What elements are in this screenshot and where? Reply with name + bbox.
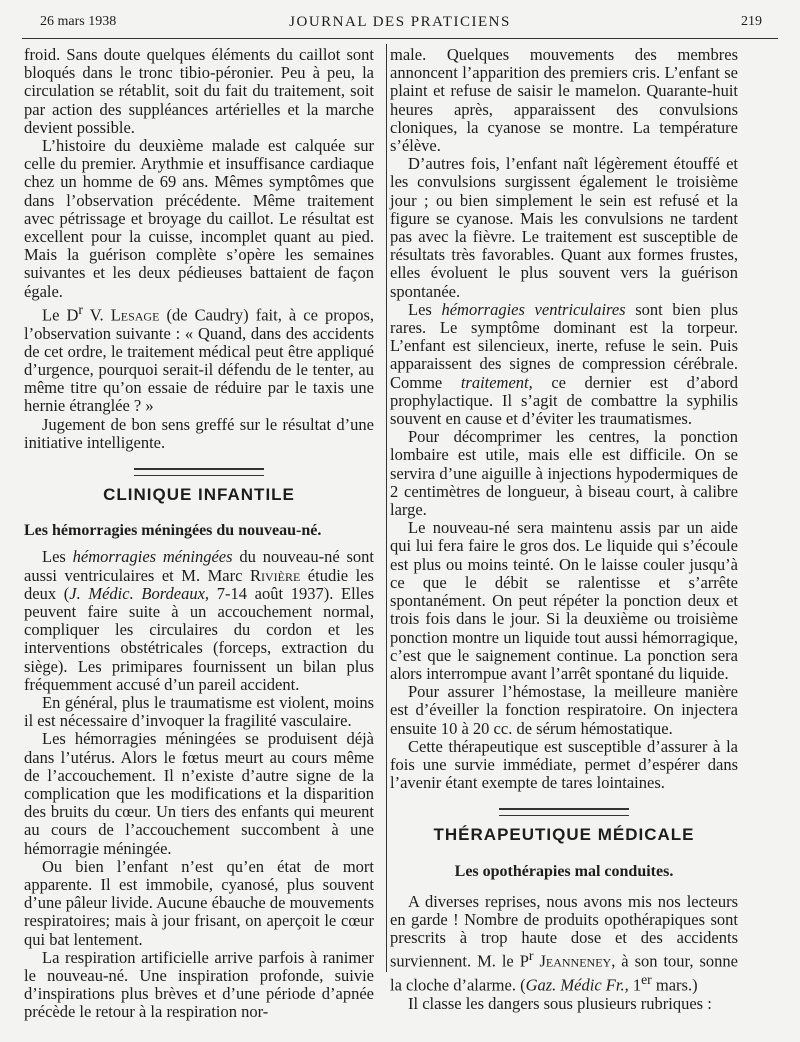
paragraph: A diverses reprises, nous avons mis nos lecteurs en garde ! Nombre de produits opothérapiques sont prescrits à trop haute dose et des accidents surviennent. M. le $P^r$ Jeanneney, à son tour, sonne la cloche d’alarme. (Gaz. Médic Fr., 1er mars.)	[390, 891, 738, 995]
paragraph: Les hémorragies méningées se produisent déjà dans l’utérus. Alors le fœtus meurt au cours même de l’accouchement. Il n’existe d’autre signe de la complication que les modifications et la disparition des bruits du cœur. Un tiers des enfants qui meurent au cours de l’accouchement succombent à une hémorragie méningée.	[24, 729, 374, 858]
paragraph: Cette thérapeutique est susceptible d’assurer à la fois une survie immédiate, permet d’espérer dans l’avenir étant exempte de tares lointaines.	[390, 736, 738, 793]
paragraph: Jugement de bon sens greffé sur le résultat d’une initiative intelligente.	[24, 414, 374, 452]
paragraph: male. Quelques mouvements des membres annoncent l’apparition des premiers cris. L’enfant se plaint et refuse de saisir le mamelon. Quarante-huit heures après, apparaissent des convulsions cloniques, la cyanose se montre. La température s’élève.	[390, 45, 738, 156]
paragraph: Les hémorragies ventriculaires sont bien plus rares. Le symptôme dominant est la torpeur. L’enfant est silencieux, inerte, refuse le sein. Puis apparaissent des signes de compression cérébrale. Comme traitement, ce dernier est d’abord prophylactique. Il s’agit de combattre la syphilis souvent en cause et d’éviter les traumatismes.	[390, 299, 738, 429]
article-subheading: Les opothérapies mal conduites.	[454, 862, 674, 880]
paragraph: Pour décomprimer les centres, la ponction lombaire est utile, mais elle est difficile. On se servira d’une aiguille à injections hypodermiques de 2 centimètres de longueur, à biseau court, à calibre large.	[390, 427, 738, 520]
section-separator	[499, 808, 629, 816]
paragraph: froid. Sans doute quelques éléments du caillot sont bloqués dans le tronc tibio-péronier. Peu à peu, la circulation se rétablit, soit du fait du traitement, soit par action des suppléances artérielles et la marche devient possible.	[24, 45, 374, 137]
journal-title: JOURNAL DES PRATICIENS	[289, 14, 511, 30]
header-rule	[22, 38, 778, 39]
left-column	[24, 46, 374, 1022]
paragraph: D’autres fois, l’enfant naît légèrement étouffé et les convulsions surgissent également le troisième jour ; ou bien simplement le sein est refusé et la figure se cyanose. Mais les convulsions ne tardent pas avec la fièvre. Le traitement est susceptible de résultats très favorables. Quant aux formes frustes, elles évoluent le plus souvent vers la guérison spontanée.	[390, 154, 738, 301]
paragraph: Le $D^r$ V. Lesage (de Caudry) fait, à ce propos, l’observation suivante : « Quand, dans des accidents de cet ordre, le traitement médical peut être appliqué d’urgence, pourquoi serait-il défendu de le tenter, au même titre qu’on essaie de réduire par le taxis une hernie étranglée ? »	[24, 301, 374, 416]
paragraph: La respiration artificielle arrive parfois à ranimer le nouveau-né. Une inspiration profonde, suivie d’inspirations plus brèves et d’une période d’apnée précède le retour à la respiration nor-	[24, 947, 374, 1022]
article-subheading: Les hémorragies méningées du nouveau-né.	[24, 522, 322, 540]
page-header	[22, 14, 778, 38]
section-separator	[134, 468, 264, 476]
issue-date: 26 mars 1938	[40, 14, 117, 29]
paragraph: L’histoire du deuxième malade est calquée sur celle du premier. Arythmie et insuffisance cardiaque chez un homme de 69 ans. Mêmes symptômes que dans l’observation précédente. Même traitement avec pétrissage et broyage du caillot. Le résultat est excellent pour la cuisse, incomplet quant au pied. Mais la guérison complète s’opère les semaines suivantes et les deux pédieuses battaient de façon égale.	[24, 136, 374, 301]
paragraph: Ou bien l’enfant n’est qu’en état de mort apparente. Il est immobile, cyanosé, plus souvent d’une pâleur livide. Aucune ébauche de mouvements respiratoires; mais à jour frisant, on aperçoit le cœur qui bat lentement.	[24, 856, 374, 949]
section-title: CLINIQUE INFANTILE	[103, 484, 295, 504]
paragraph: Le nouveau-né sera maintenu assis par un aide qui lui fera faire le gros dos. Le liquide qui s’écoule est plus ou moins teinté. On le laisse couler jusqu’à ce que le débit se ralentisse et s’arrête spontanément. On peut répéter la ponction deux et trois fois dans le jour. Si la deuxième ou troisième ponction montre un liquide tout aussi hémorragique, c’est que le saignement continue. La ponction sera alors interrompue avant l’arrêt spontané du liquide.	[390, 518, 738, 683]
right-column	[390, 46, 738, 1013]
paragraph: Pour assurer l’hémostase, la meilleure manière est d’éveiller la fonction respiratoire. On injectera ensuite 10 à 20 cc. de sérum hémostatique.	[390, 682, 738, 738]
column-rule	[386, 44, 387, 972]
page-number: 219	[741, 14, 762, 29]
paragraph: En général, plus le traumatisme est violent, moins il est nécessaire d’invoquer la fragilité vasculaire.	[24, 693, 374, 731]
paragraph: Les hémorragies méningées du nouveau-né sont aussi ventriculaires et M. Marc Rivière étudie les deux (J. Médic. Bordeaux, 7-14 août 1937). Elles peuvent faire suite à un accouchement normal, compliquer les circulaires du cordon et les interventions obstétricales (forceps, extraction du siège). Les primipares fournissent un bilan plus fréquemment accusé d’un pareil accident.	[24, 547, 375, 694]
section-title: THÉRAPEUTIQUE MÉDICALE	[433, 825, 695, 845]
paragraph: Il classe les dangers sous plusieurs rubriques :	[408, 993, 712, 1013]
